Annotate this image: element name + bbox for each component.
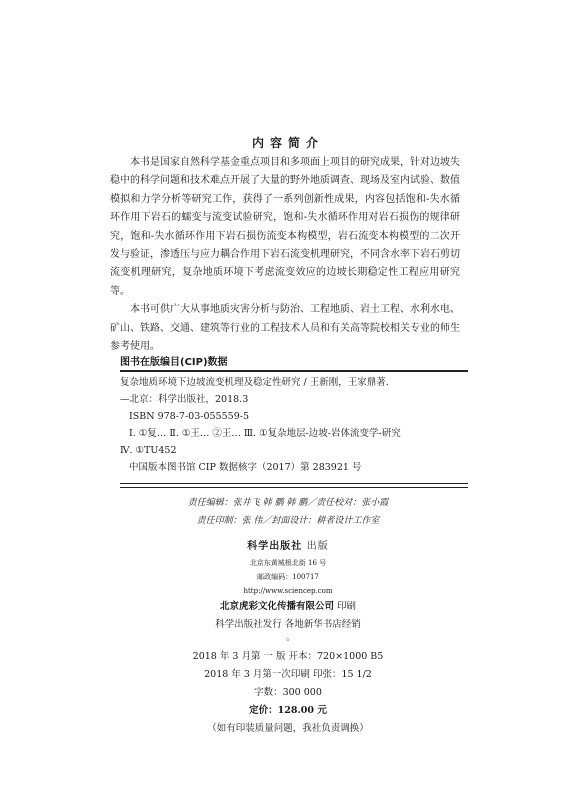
publisher-suffix: 出版 [306, 541, 329, 552]
cip-isbn: ISBN 978-7-03-055559-5 [129, 411, 249, 422]
credits-editors: 责任编辑：张井飞 韩 鹏 韩 鹏／责任校对：张小霞 [187, 498, 389, 508]
cip-classification-2: Ⅳ. ①TU452 [120, 445, 177, 456]
printing-line: 2018 年 3 月第一次印刷 印张：15 1/2 [204, 669, 372, 680]
printer-name: 北京虎彩文化传播有限公司 [219, 601, 334, 612]
intro-title: 内容简介 [251, 136, 324, 150]
cip-number: 中国版本图书馆 CIP 数据核字（2017）第 283921 号 [129, 462, 362, 473]
cip-bottom-rule [120, 483, 468, 484]
cip-top-rule [120, 370, 468, 372]
cip-publisher-line: —北京：科学出版社，2018.3 [120, 394, 249, 405]
cip-block [120, 374, 468, 476]
word-count: 字数：300 000 [254, 687, 322, 698]
cip-bottom-rule-2 [120, 487, 468, 488]
price: 定价：128.00 元 [249, 705, 327, 716]
edition-line: 2018 年 3 月第 一 版 开本：720×1000 B5 [192, 651, 384, 662]
separator-dot: ◦ [285, 636, 291, 646]
cip-title-line: 复杂地质环境下边坡流变机理及稳定性研究 / 王新刚，王家鼎著. [120, 377, 389, 388]
intro-paragraph: 本书是国家自然科学基金重点项目和多项面上项目的研究成果，针对边坡失稳中的科学问题和技术难点开展了大量的野外地质调查、现场及室内试验、数值模拟和力学分析等研究工作，获得了一系列创新性成果，内容包括饱和-失水循环作用下岩石的蠕变与流变试验研究，饱和-失水循环作用对岩石损伤的规律研究，饱和-失水循环作用下岩石损伤流变本构模型，岩石流变本构模型的二次开发与验证，渗透压与应力耦合作用下岩石流变机理研究，不同含水率下岩石剪切流变机理研究，复杂地质环境下考虑流变效应的边坡长期稳定性工程应用研究等。 [110, 157, 460, 297]
cip-classification: Ⅰ. ①复… Ⅱ. ①王… ②王… Ⅲ. ①复杂地层-边坡-岩体流变学-研究 [129, 428, 401, 439]
quality-notice: （如有印装质量问题，我社负责调换） [207, 723, 369, 734]
publisher-name: 科学出版社 [247, 541, 303, 552]
publisher-address: 北京东黄城根北街 16 号 [249, 559, 327, 567]
intro-paragraph: 本书可供广大从事地质灾害分析与防治、工程地质、岩土工程、水利水电、矿山、铁路、交通、建筑等行业的工程技术人员和有关高等院校相关专业的师生参考使用。 [110, 304, 460, 353]
cip-heading: 图书在版编目(CIP)数据 [120, 357, 228, 368]
credits-production: 责任印制：张 伟／封面设计：耕者设计工作室 [196, 516, 380, 526]
publisher-postcode: 邮政编码：100717 [257, 573, 319, 581]
publisher-line [0, 537, 576, 556]
printer-line [0, 598, 576, 616]
printer-suffix: 印刷 [337, 601, 357, 612]
publication-info [0, 537, 576, 738]
distributor-line: 科学出版社发行 各地新华书店经销 [215, 619, 361, 630]
credits-block [0, 494, 576, 530]
publisher-website: http://www.sciencep.com [243, 587, 333, 595]
intro-text [110, 154, 460, 356]
